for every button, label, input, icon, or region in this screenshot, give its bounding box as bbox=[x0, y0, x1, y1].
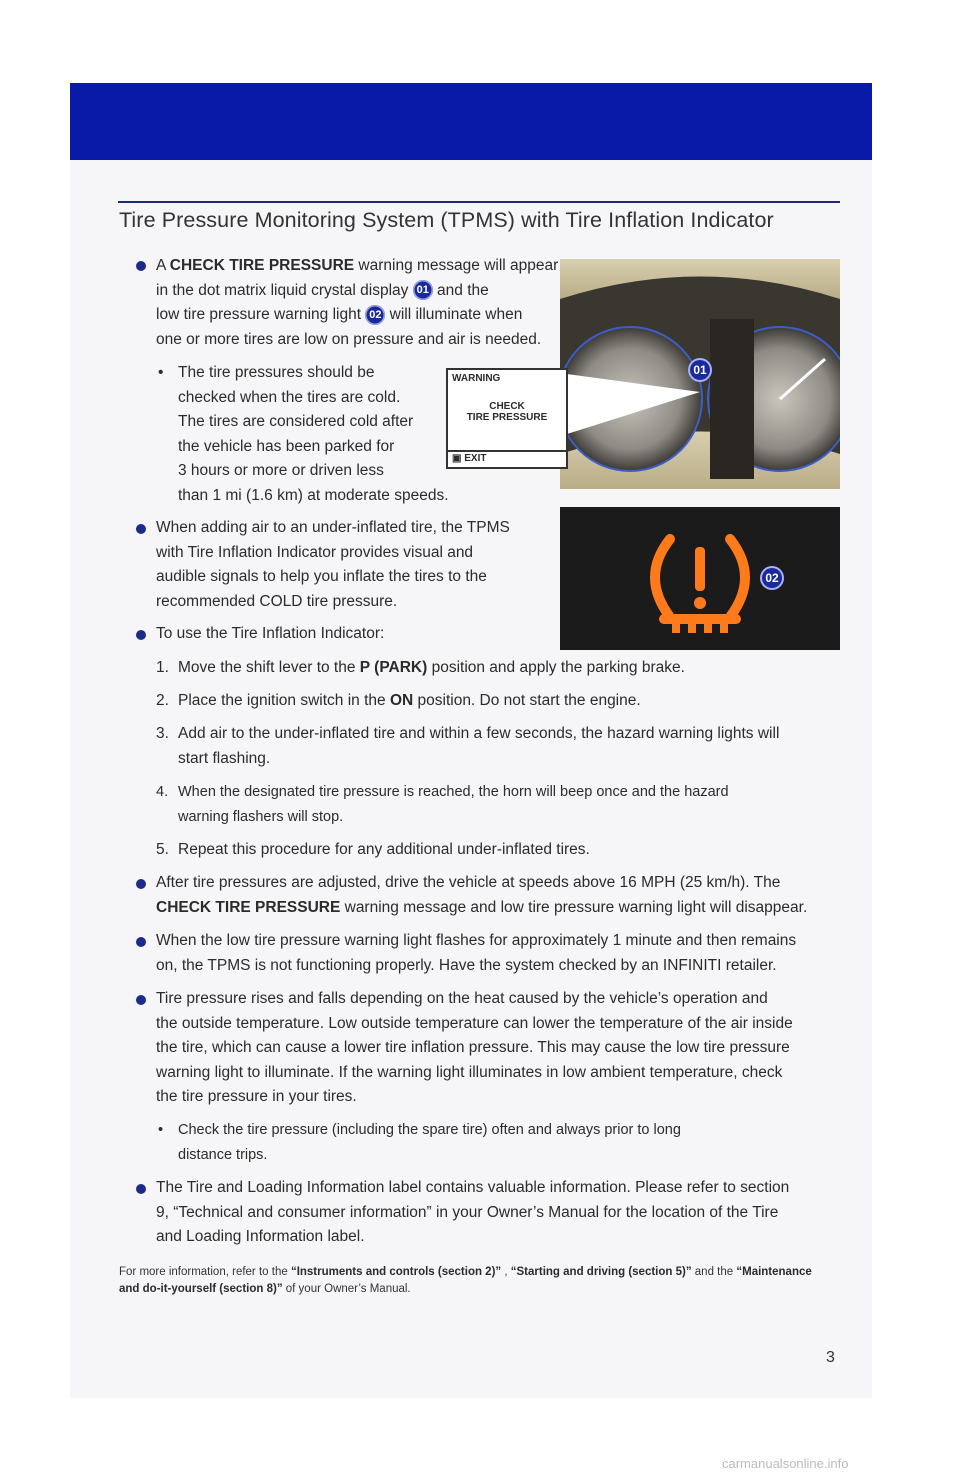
bullet-icon bbox=[136, 879, 146, 889]
text-line: The tires are considered cold after bbox=[178, 413, 414, 430]
warning-label: WARNING bbox=[452, 373, 501, 384]
step-text: warning flashers will stop. bbox=[178, 808, 344, 825]
tpms-warning-icon bbox=[560, 507, 840, 650]
step-2 bbox=[156, 689, 641, 714]
step-text: Repeat this procedure for any additional under-inflated tires. bbox=[178, 841, 590, 858]
intro-paragraph bbox=[156, 254, 559, 352]
step-text: start flashing. bbox=[178, 749, 271, 767]
bullet-adding-air bbox=[156, 516, 546, 614]
text-line: the tire, which can cause a lower tire inflation pressure. This may cause the low tire pressure bbox=[156, 1039, 790, 1056]
tpms-warning-light-photo bbox=[560, 507, 840, 650]
footer-ref-maintenance: “Maintenance and do-it-yourself (section 8)” bbox=[119, 1266, 812, 1295]
text-line: on, the TPMS is not functioning properly. Have the system checked by an INFINITI retailer. bbox=[156, 956, 777, 974]
text-line: the tire pressure in your tires. bbox=[156, 1088, 357, 1105]
text-line: warning message and low tire pressure warning light will disappear. bbox=[340, 898, 808, 916]
footer-text: and the bbox=[691, 1266, 737, 1278]
sub-bullet-cold-tires bbox=[178, 361, 468, 508]
warning-display-popup bbox=[446, 368, 568, 469]
step-text: Move the shift lever to the bbox=[178, 659, 360, 676]
text-line: 3 hours or more or driven less bbox=[178, 462, 384, 479]
page-number: 3 bbox=[826, 1349, 835, 1366]
text-line: Check the tire pressure (including the spare tire) often and always prior to long bbox=[178, 1122, 681, 1138]
text-bold: CHECK TIRE PRESSURE bbox=[156, 898, 341, 916]
text-line: Tire pressure rises and falls depending on the heat caused by the vehicle’s operation and bbox=[156, 990, 768, 1007]
sub-bullet-check-spare bbox=[178, 1118, 681, 1167]
bullet-icon bbox=[136, 524, 146, 534]
intro-line3b: will illuminate when bbox=[385, 306, 523, 323]
title-rule bbox=[118, 201, 840, 203]
text-line: with Tire Inflation Indicator provides visual and bbox=[156, 543, 474, 561]
text-line: audible signals to help you inflate the tires to the bbox=[156, 568, 487, 585]
step-3 bbox=[156, 722, 779, 771]
bullet-icon bbox=[136, 630, 146, 640]
intro-prefix: A bbox=[156, 257, 170, 274]
step-number: 3. bbox=[156, 725, 169, 742]
watermark: carmanualsonline.info bbox=[722, 1456, 849, 1471]
step-text: position. Do not start the engine. bbox=[413, 692, 641, 709]
step-number: 2. bbox=[156, 692, 169, 709]
sub-bullet-dot: • bbox=[158, 364, 164, 381]
intro-line3a: low tire pressure warning light bbox=[156, 306, 366, 323]
step-text: position and apply the parking brake. bbox=[427, 659, 685, 676]
bullet-icon bbox=[136, 995, 146, 1005]
text-line: the vehicle has been parked for bbox=[178, 437, 395, 455]
text-line: When the low tire pressure warning light flashes for approximately 1 minute and then remains bbox=[156, 932, 797, 949]
footer-text: For more information, refer to the bbox=[119, 1266, 291, 1278]
callout-02-badge: 02 bbox=[365, 305, 385, 325]
step-number: 1. bbox=[156, 659, 169, 676]
step-bold: ON bbox=[389, 692, 414, 709]
footer-text: , bbox=[501, 1266, 511, 1278]
text-line: and Loading Information label. bbox=[156, 1228, 365, 1245]
bullet-after-adjusted bbox=[156, 871, 807, 920]
footer-reference-note bbox=[119, 1264, 831, 1298]
step-text: Add air to the under-inflated tire and within a few seconds, the hazard warning lights will bbox=[178, 725, 780, 742]
step-4 bbox=[156, 780, 729, 829]
step-text: Place the ignition switch in the bbox=[178, 692, 390, 709]
step-bold: P (PARK) bbox=[359, 659, 428, 676]
sub-bullet-dot: • bbox=[158, 1122, 164, 1138]
exit-icon: ▣ bbox=[452, 453, 462, 464]
intro-bold: CHECK TIRE PRESSURE bbox=[169, 257, 355, 274]
intro-line2a: in the dot matrix liquid crystal display bbox=[156, 281, 413, 299]
text-line: 9, “Technical and consumer information” in your Owner’s Manual for the location of the Tire bbox=[156, 1203, 779, 1221]
check-label: CHECK bbox=[489, 401, 525, 412]
tire-pressure-label: TIRE PRESSURE bbox=[466, 412, 548, 423]
intro-line4: one or more tires are low on pressure and air is needed. bbox=[156, 330, 542, 348]
step-number: 5. bbox=[156, 841, 169, 858]
bullet-icon bbox=[136, 261, 146, 271]
bullet-pressure-temperature bbox=[156, 987, 793, 1110]
exit-label: EXIT bbox=[464, 453, 487, 464]
intro-line1: warning message will appear bbox=[354, 257, 559, 274]
bullet-light-flashes bbox=[156, 929, 796, 978]
step-5 bbox=[156, 838, 590, 863]
footer-text: of your Owner’s Manual. bbox=[282, 1283, 411, 1295]
bullet-icon bbox=[136, 937, 146, 947]
text-line: than 1 mi (1.6 km) at moderate speeds. bbox=[178, 486, 449, 504]
text-line: recommended COLD tire pressure. bbox=[156, 592, 398, 610]
page-title: Tire Pressure Monitoring System (TPMS) with Tire Inflation Indicator bbox=[119, 208, 774, 232]
callout-01: 01 bbox=[688, 358, 712, 382]
bullet-icon bbox=[136, 1184, 146, 1194]
intro-line2b: and the bbox=[432, 281, 489, 299]
header-bar bbox=[70, 83, 872, 160]
text-line: the outside temperature. Low outside temperature can lower the temperature of the air inside bbox=[156, 1014, 793, 1032]
callout-02: 02 bbox=[760, 566, 784, 590]
footer-ref-driving: “Starting and driving (section 5)” bbox=[510, 1266, 692, 1278]
step-1 bbox=[156, 656, 685, 681]
text-line: distance trips. bbox=[178, 1146, 268, 1163]
bullet-loading-label bbox=[156, 1176, 789, 1250]
step-text: When the designated tire pressure is reached, the horn will beep once and the hazard bbox=[178, 784, 729, 800]
text-line: The Tire and Loading Information label contains valuable information. Please refer to section bbox=[156, 1179, 790, 1196]
text-line: After tire pressures are adjusted, drive the vehicle at speeds above 16 MPH (25 km/h). The bbox=[156, 874, 781, 891]
exit-row bbox=[448, 450, 566, 467]
text-line: checked when the tires are cold. bbox=[178, 388, 401, 406]
bullet-use-indicator: To use the Tire Inflation Indicator: bbox=[156, 625, 385, 642]
text-line: The tire pressures should be bbox=[178, 364, 375, 381]
callout-01-badge: 01 bbox=[413, 280, 433, 300]
footer-ref-instruments: “Instruments and controls (section 2)” bbox=[290, 1266, 502, 1278]
text-line: When adding air to an under-inflated tire, the TPMS bbox=[156, 519, 510, 536]
step-number: 4. bbox=[156, 784, 169, 800]
text-line: warning light to illuminate. If the warning light illuminates in low ambient temperature, check bbox=[156, 1063, 783, 1081]
